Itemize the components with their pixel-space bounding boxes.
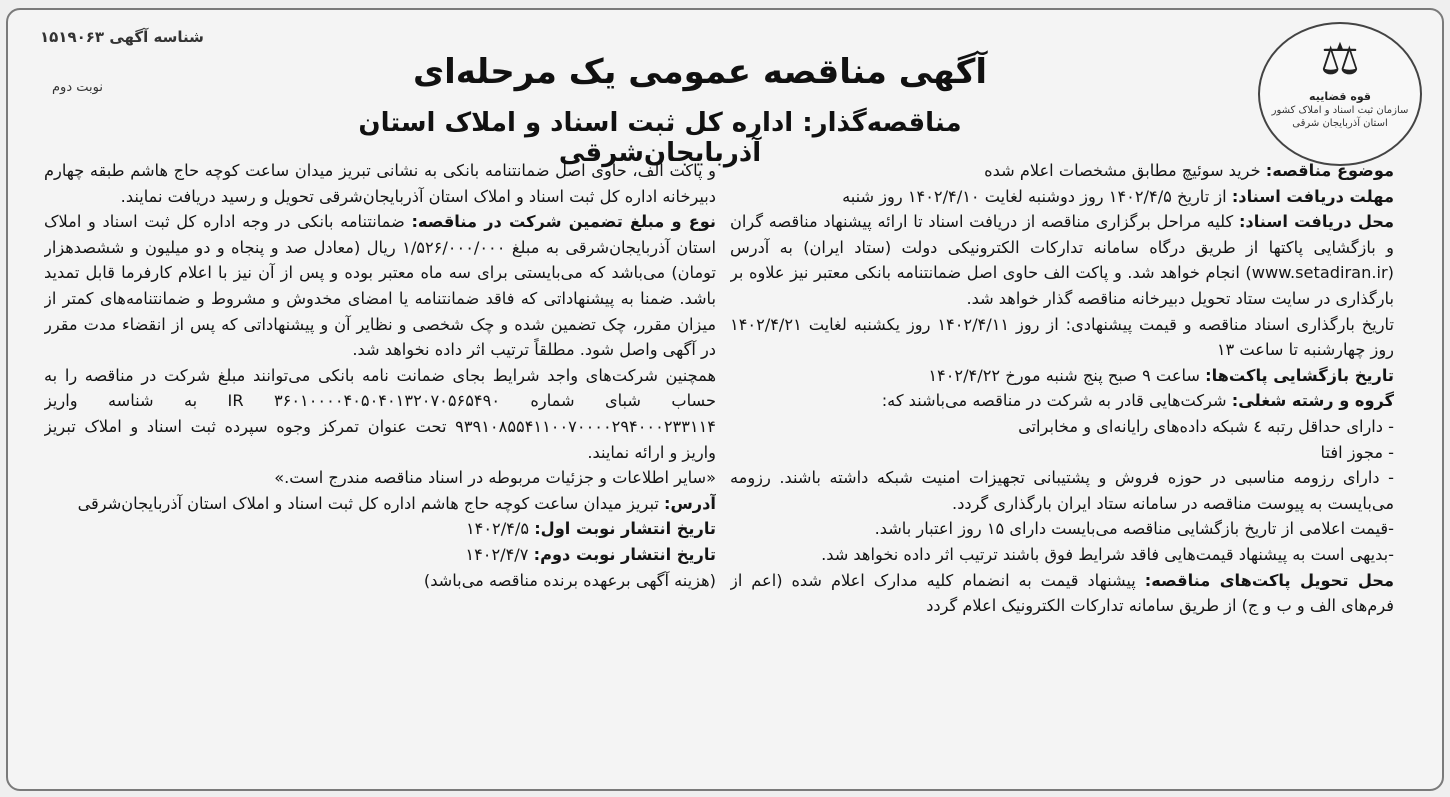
alternative-payment-paragraph: همچنین شرکت‌های واجد شرایط بجای ضمانت نامه بانکی می‌توانند مبلغ شرکت در مناقصه را به حساب شبای شماره IR ۳۶۰۱۰۰۰۰۴۰۵۰۴۰۱۳۲۰۷۰۵۶۵۴۹۰ به شناسه واریز ۹۳۹۱۰۸۵۵۴۱۱۰۰۷۰۰۰۰۲۹۴۰۰۰۲۳۳۱۱۴ تحت عنوان تمرکز وجوه سپرده ثبت اسناد و املاک تبریز واریز و ارائه نمایند. — [44, 365, 716, 462]
second-publication-label: تاریخ انتشار نوبت دوم: — [533, 544, 716, 564]
address-label: آدرس: — [664, 493, 716, 513]
logo-line-2: سازمان ثبت اسناد و املاک کشور — [1271, 105, 1409, 116]
group-label: گروه و رشته شغلی: — [1231, 391, 1394, 411]
first-publication-label: تاریخ انتشار نوبت اول: — [534, 519, 716, 539]
place-label: محل دریافت اسناد: — [1238, 212, 1394, 232]
right-column — [730, 158, 1394, 788]
group-paragraph — [730, 388, 1394, 414]
subject-paragraph — [730, 158, 1394, 184]
judiciary-logo — [1258, 22, 1422, 166]
opening-text: ساعت ۹ صبح پنج شنبه مورخ ۱۴۰۲/۴/۲۲ — [928, 365, 1206, 385]
opening-label: تاریخ بازگشایی پاکت‌ها: — [1205, 365, 1394, 385]
delivery-text: پیشنهاد قیمت به انضمام کلیه مدارک اعلام شده (اعم از فرم‌های الف و ب و ج) از طریق سامانه تدارکات الکترونیک اعلام گردد — [730, 570, 1394, 616]
requirement-3: - دارای رزومه مناسبی در حوزه فروش و پشتیبانی تجهیزات امنیت شبکه داشته باشند. رزومه می‌بایست به پیوست مناقصه در سامانه ستاد ایران بارگذاری گردد. — [730, 468, 1394, 513]
address-text: تبریز میدان ساعت کوچه حاج هاشم اداره کل ثبت اسناد و املاک استان آذربایجان‌شرقی — [77, 493, 664, 513]
address-paragraph — [44, 491, 716, 517]
place-paragraph — [730, 209, 1394, 311]
first-publication-date: ۱۴۰۲/۴/۵ — [465, 519, 535, 539]
deadline-paragraph — [730, 184, 1394, 210]
group-text: شرکت‌هایی قادر به شرکت در مناقصه می‌باشند که: — [881, 391, 1232, 411]
opening-paragraph — [730, 363, 1394, 389]
ad-fee-note: (هزینه آگهی برعهده برنده مناقصه می‌باشد) — [423, 570, 716, 590]
guarantee-text: ضمانتنامه بانکی در وجه اداره کل ثبت اسناد و املاک استان آذربایجان‌شرقی به مبلغ ۱/۵۲۶/۰۰۰/۰۰۰ ریال (معادل صد و پنجاه و دو میلیون و ششصدهزار تومان) می‌باشد که می‌بایستی برای سه ماه معتبر بوده و پس از آن نیز با اعلام کارفرما قابل تمدید باشد. ضمنا به پیشنهاداتی که فاقد ضمانتنامه یا امضای مخدوش و مشروط و ضمانتنامه‌های کمتر از میزان مقرر، چک تضمین شده و چک شخصی و نظایر آن و پیشنهاداتی که پس از انقضاء مدت مقرر در آگهی واصل شود. مطلقاً ترتیب اثر داده نخواهد شد. — [44, 212, 716, 360]
ad-round-label: نوبت دوم — [52, 80, 103, 95]
more-info-paragraph: «سایر اطلاعات و جزئیات مربوطه در اسناد مناقصه مندرج است.» — [274, 468, 716, 488]
subject-label: موضوع مناقصه: — [1265, 161, 1394, 180]
packet-paragraph: و پاکت الف، حاوی اصل ضمانتنامه بانکی به نشانی تبریز میدان ساعت کوچه حاج هاشم طبقه چهارم دبیرخانه اداره کل ثبت اسناد و املاک استان آذربایجان‌شرقی تحویل و رسید دریافت نمایند. — [44, 161, 716, 206]
delivery-paragraph — [730, 568, 1394, 619]
requirement-4: -قیمت اعلامی از تاریخ بازگشایی مناقصه می‌بایست دارای ۱۵ روز اعتبار باشد. — [874, 519, 1394, 539]
ad-subtitle: مناقصه‌گذار: اداره کل ثبت اسناد و املاک استان آذربایجان‌شرقی — [358, 108, 962, 168]
subject-text: خرید سوئیچ مطابق مشخصات اعلام شده — [984, 161, 1266, 180]
ad-title: آگهی مناقصه عمومی یک مرحله‌ای — [412, 52, 988, 92]
scales-of-justice-icon: ⚖ — [1320, 34, 1360, 85]
logo-line-1: قوه قضاییه — [1309, 90, 1371, 103]
first-publication — [44, 516, 716, 542]
deadline-label: مهلت دریافت اسناد: — [1231, 186, 1394, 206]
requirement-2: - مجوز افتا — [1320, 442, 1394, 462]
setad-url: www.setadiran.ir — [1251, 263, 1388, 283]
guarantee-paragraph — [44, 209, 716, 363]
requirement-5: -بدیهی است به پیشنهاد قیمت‌هایی فاقد شرایط فوق باشند ترتیب اثر داده نخواهد شد. — [821, 544, 1394, 564]
requirement-1: - دارای حداقل رتبه ٤ شبکه داده‌های رایانه‌ای و مخابراتی — [1018, 416, 1394, 436]
ad-serial-number: شناسه آگهی ۱۵۱۹۰۶۳ — [40, 28, 204, 46]
deadline-text: از تاریخ ۱۴۰۲/۴/۵ روز دوشنبه لغایت ۱۴۰۲/۴/۱۰ روز شنبه — [842, 186, 1232, 206]
upload-paragraph: تاریخ بارگذاری اسناد مناقصه و قیمت پیشنهادی: از روز ۱۴۰۲/۴/۱۱ روز یکشنبه لغایت ۱۴۰۲/۴/۲۱ روز چهارشنبه تا ساعت ۱۳ — [730, 314, 1394, 360]
delivery-label: محل تحویل پاکت‌های مناقصه: — [1144, 570, 1394, 590]
place-text-1: کلیه مراحل برگزاری مناقصه از دریافت اسناد تا ارائه پیشنهاد مناقصه گران و بازگشایی پاکتها از طریق درگاه سامانه تدارکات الکترونیکی دولت (ستاد ایران) به آدرس ( — [730, 212, 1394, 283]
guarantee-label: نوع و مبلغ تضمین شرکت در مناقصه: — [411, 212, 716, 232]
second-publication — [44, 542, 716, 568]
place-text-2: ) انجام خواهد شد. و پاکت الف حاوی اصل ضمانتنامه بانکی معتبر نیز علاوه بر بارگذاری در سایت ستاد تحویل دبیرخانه مناقصه گذار خواهد شد. — [730, 263, 1394, 308]
second-publication-date: ۱۴۰۲/۴/۷ — [465, 544, 534, 564]
left-column — [44, 158, 716, 758]
logo-line-3: استان آذربایجان شرقی — [1292, 118, 1388, 129]
